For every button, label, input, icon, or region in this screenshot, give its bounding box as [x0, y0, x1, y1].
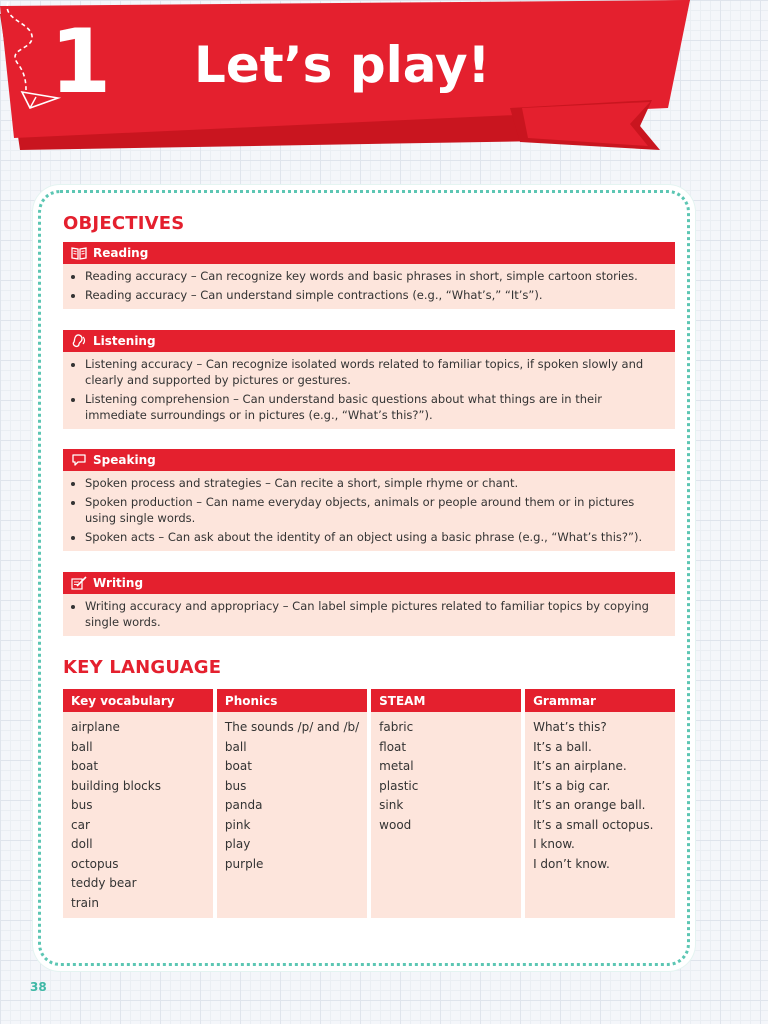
- objective-label: Speaking: [93, 453, 156, 467]
- unit-title: Let’s play!: [194, 36, 491, 94]
- objective-label: Listening: [93, 334, 156, 348]
- table-cell: wood: [379, 817, 412, 832]
- table-column-grammar: [525, 712, 675, 918]
- table-cell: building blocks: [71, 778, 161, 793]
- key-language-heading: KEY LANGUAGE: [63, 657, 222, 678]
- objective-item: • Spoken acts – Can ask about the identity of an object using a basic phrase (e.g., “What’s this?”).: [85, 529, 667, 545]
- table-cell: octopus: [71, 856, 119, 871]
- speech-bubble-icon: [71, 453, 87, 467]
- table-header-phonics: Phonics: [217, 689, 367, 712]
- table-cell: boat: [71, 759, 99, 773]
- objective-bar: [63, 572, 675, 594]
- table-cell: train: [71, 895, 99, 910]
- objectives-heading: OBJECTIVES: [63, 213, 185, 234]
- page-number: 38: [30, 980, 47, 994]
- objective-item: • Spoken production – Can name everyday objects, animals or people around them or in pictures using single words.: [85, 494, 667, 526]
- objective-bar: [63, 449, 675, 471]
- table-cell: doll: [71, 837, 93, 851]
- table-cell: It’s a ball.: [533, 739, 592, 754]
- ear-icon: [71, 334, 87, 348]
- table-column-phonics: [217, 712, 367, 918]
- objective-bar: [63, 330, 675, 352]
- objective-item: • Spoken process and strategies – Can recite a short, simple rhyme or chant.: [85, 475, 667, 491]
- table-cell: metal: [379, 759, 414, 773]
- table-cell: fabric: [379, 720, 414, 734]
- table-cell: What’s this?: [533, 720, 607, 734]
- table-header-key-vocabulary: Key vocabulary: [63, 689, 213, 712]
- objective-label: Writing: [93, 576, 144, 590]
- table-cell: airplane: [71, 720, 120, 734]
- objective-list: [63, 352, 675, 429]
- objective-list: [63, 594, 675, 636]
- table-cell: play: [224, 837, 251, 851]
- objective-item: • Writing accuracy and appropriacy – Can label simple pictures related to familiar topics by copying single words.: [85, 598, 667, 630]
- objective-item: • Reading accuracy – Can recognize key words and basic phrases in short, simple cartoon stories.: [85, 268, 667, 284]
- table-cell: purple: [224, 856, 264, 871]
- table-header-grammar: Grammar: [525, 689, 675, 712]
- table-cell: It’s an orange ball.: [533, 798, 646, 812]
- table-column-steam: [371, 712, 521, 918]
- objective-item: • Reading accuracy – Can understand simple contractions (e.g., “What’s,” “It’s”).: [85, 287, 667, 303]
- objective-speaking: [63, 449, 675, 551]
- objective-item: • Listening accuracy – Can recognize isolated words related to familiar topics, if spoken slowly and clearly and supported by pictures or gestures.: [85, 356, 667, 388]
- table-cell: bus: [224, 778, 247, 793]
- unit-banner: [0, 0, 768, 160]
- table-column-key-vocabulary: [63, 712, 213, 918]
- objective-writing: [63, 572, 675, 636]
- objective-list: [63, 471, 675, 551]
- table-cell: ball: [71, 739, 93, 754]
- objective-listening: [63, 330, 675, 429]
- objective-reading: [63, 242, 675, 309]
- table-cell: sink: [379, 798, 404, 812]
- key-language-table: [63, 689, 675, 918]
- objective-bar: [63, 242, 675, 264]
- table-cell: car: [71, 817, 90, 832]
- objective-list: [63, 264, 675, 309]
- table-cell: I know.: [533, 837, 575, 851]
- table-cell: boat: [224, 759, 252, 773]
- table-cell: I don’t know.: [533, 856, 610, 871]
- table-cell: teddy bear: [71, 876, 137, 890]
- table-cell: ball: [224, 739, 247, 754]
- objective-label: Reading: [93, 246, 149, 260]
- table-cell: float: [379, 739, 407, 754]
- table-cell: It’s an airplane.: [533, 759, 627, 773]
- objective-item: • Listening comprehension – Can understand basic questions about what things are in their immediate surroundings or in pictures (e.g., “What’s this?”).: [85, 391, 667, 423]
- table-cell: The sounds /p/ and /b/: [224, 720, 360, 734]
- table-cell: It’s a big car.: [533, 778, 611, 793]
- pencil-paper-icon: [71, 576, 87, 590]
- content-card: [38, 190, 690, 966]
- table-cell: It’s a small octopus.: [533, 817, 654, 832]
- book-icon: [71, 246, 87, 260]
- table-cell: pink: [224, 817, 251, 832]
- unit-number: 1: [50, 10, 110, 113]
- table-header-steam: STEAM: [371, 689, 521, 712]
- table-cell: bus: [71, 798, 93, 812]
- table-cell: panda: [224, 798, 263, 812]
- table-cell: plastic: [379, 778, 419, 793]
